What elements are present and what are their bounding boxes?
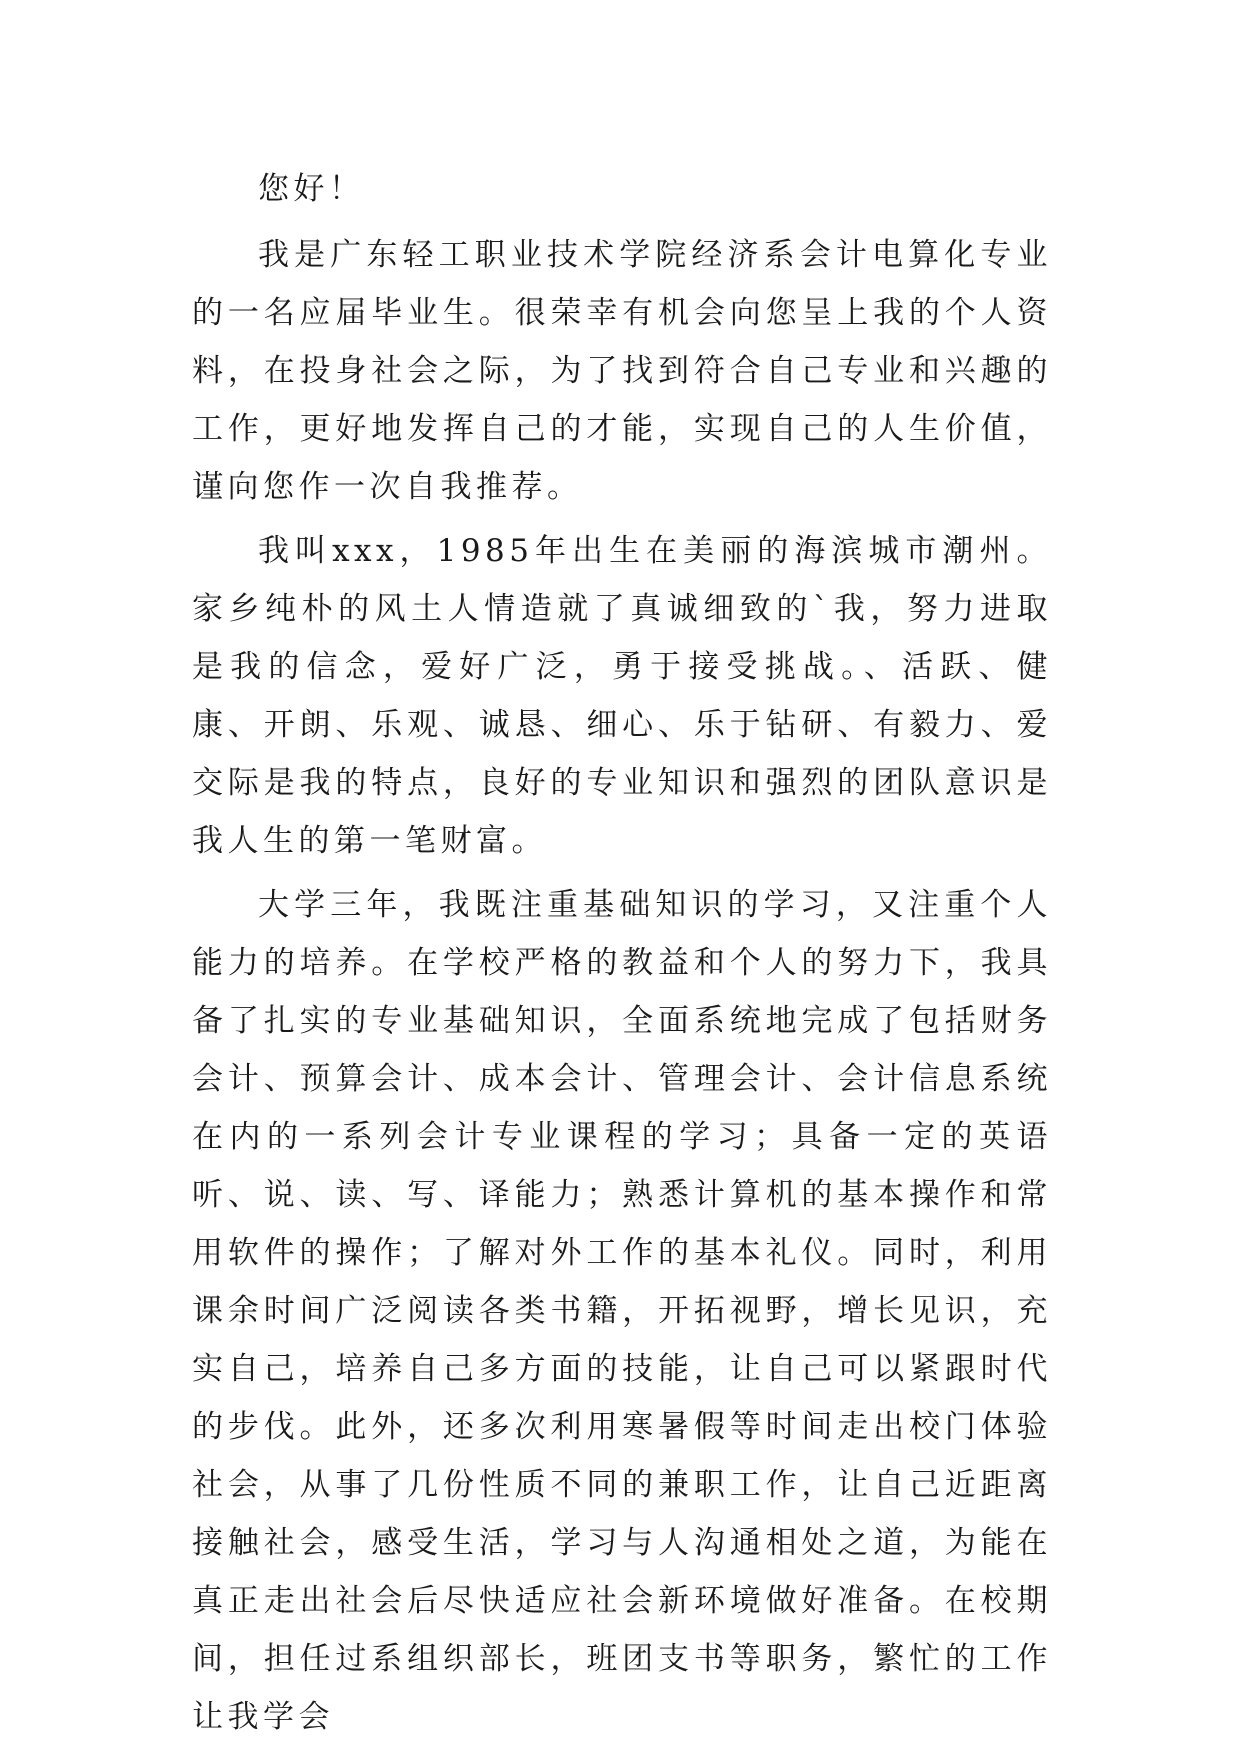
greeting: 您好！ bbox=[258, 171, 365, 207]
paragraph-university-experience: 大学三年，我既注重基础知识的学习，又注重个人能力的培养。在学校严格的教益和个人的努力下，我具备了扎实的专业基础知识，全面系统地完成了包括财务会计、预算会计、成本会计、管理会计、会计信息系统在内的一系列会计专业课程的学习；具备一定的英语听、说、读、写、译能力；熟悉计算机的基本操作和常用软件的操作；了解对外工作的基本礼仪。同时，利用课余时间广泛阅读各类书籍，开拓视野，增长见识，充实自己，培养自己多方面的技能，让自己可以紧跟时代的步伐。此外，还多次利用寒暑假等时间走出校门体验社会，从事了几份性质不同的兼职工作，让自己近距离接触社会，感受生活，学习与人沟通相处之道，为能在真正走出社会后尽快适应社会新环境做好准备。在校期间，担任过系组织部长，班团支书等职务，繁忙的工作让我学会 bbox=[192, 887, 1052, 1735]
paragraph-personal-background: 我叫xxx，1985年出生在美丽的海滨城市潮州。家乡纯朴的风土人情造就了真诚细致的`我，努力进取是我的信念，爱好广泛，勇于接受挑战。、活跃、健康、开朗、乐观、诚恳、细心、乐于钻研、有毅力、爱交际是我的特点，良好的专业知识和强烈的团队意识是我人生的第一笔财富。 bbox=[192, 533, 1052, 859]
paragraph-introduction: 我是广东轻工职业技术学院经济系会计电算化专业的一名应届毕业生。很荣幸有机会向您呈上我的个人资料，在投身社会之际，为了找到符合自己专业和兴趣的工作，更好地发挥自己的才能，实现自己的人生价值，谨向您作一次自我推荐。 bbox=[192, 237, 1052, 505]
letter-body bbox=[192, 160, 1052, 1746]
